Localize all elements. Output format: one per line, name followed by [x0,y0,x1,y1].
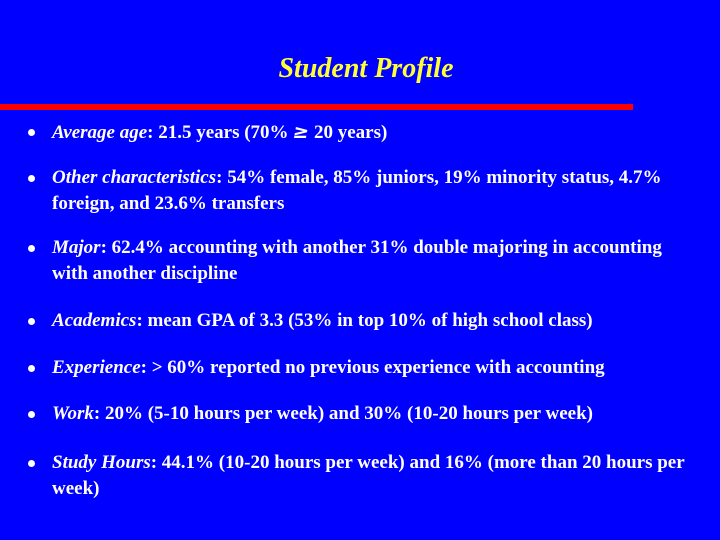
bullet-label: Major [52,237,101,258]
bullet-label: Work [52,403,94,424]
bullet-value-end: 20 years) [309,122,388,143]
slide-title: Student Profile [278,53,454,84]
bullet-text [52,450,702,502]
bullet-dot-icon [28,129,35,136]
bullet-value: : > 60% reported no previous experience with accounting [140,357,605,378]
bullet-label: Study Hours [52,452,151,473]
bullet-label: Average age [52,122,148,143]
bullet-value: : 44.1% (10-20 hours per week) and 16% (more than 20 hours per week) [52,452,685,499]
bullet-label: Academics [52,310,137,331]
bullet-dot-icon [28,460,35,467]
bullet-text [52,401,702,427]
bullet-text [52,355,702,381]
bullet-text [52,165,702,217]
bullet-label: Experience [52,357,141,378]
bullet-label: Other characteristics [52,167,217,188]
bullet-text [52,308,702,334]
bullet-dot-icon [28,411,35,418]
bullet-value: : 62.4% accounting with another 31% double majoring in accounting with another discipline [52,237,662,284]
bullet-dot-icon [28,175,35,182]
greater-than-or-equal-icon: ≥ [291,121,312,143]
bullet-dot-icon [28,365,35,372]
title-divider [0,104,633,110]
bullet-text [52,235,702,287]
bullet-dot-icon [28,318,35,325]
bullet-value: : 20% (5-10 hours per week) and 30% (10-20 hours per week) [93,403,593,424]
bullet-text [52,119,702,146]
bullet-dot-icon [28,245,35,252]
bullet-value: : 21.5 years (70% [147,122,294,143]
bullet-value: : mean GPA of 3.3 (53% in top 10% of high school class) [136,310,593,331]
bullet-value: : 54% female, 85% juniors, 19% minority status, 4.7% foreign, and 23.6% transfers [52,167,662,214]
